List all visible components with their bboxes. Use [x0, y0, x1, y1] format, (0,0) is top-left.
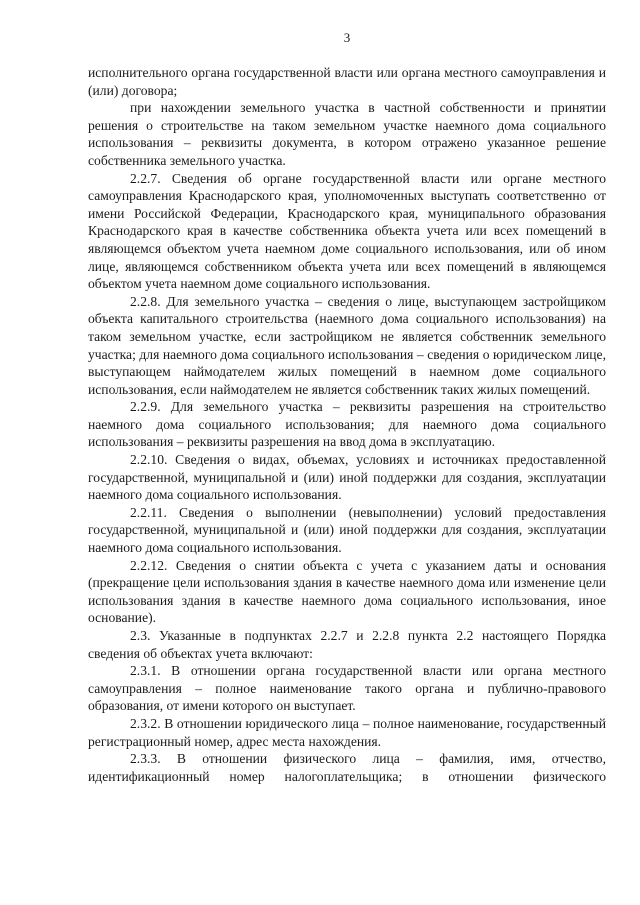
paragraph-2-3: 2.3. Указанные в подпунктах 2.2.7 и 2.2.8 пункта 2.2 настоящего Порядка сведения об объектах учета включают: [88, 628, 606, 661]
paragraph-2-2-12: 2.2.12. Сведения о снятии объекта с учета с указанием даты и основания (прекращение цели использования здания в качестве наемного дома или изменение цели использования здания в качестве наемного дома социального использования, иное основание). [88, 557, 606, 626]
body-text [88, 64, 606, 785]
paragraph-continuation: исполнительного органа государственной власти или органа местного самоуправления и (или) договора; [88, 65, 606, 98]
paragraph-2-2-8: 2.2.8. Для земельного участка – сведения о лице, выступающем застройщиком объекта капитального строительства (наемного дома социального использования) на таком земельном участке, если застройщиком не является собственник земельного участка; для наемного дома социального использования – сведения о юридическом лице, выступающем наймодателем жилых помещений в наемном доме социального использования, если наймодателем не является собственник таких жилых помещений. [88, 293, 606, 397]
paragraph-2-3-2: 2.3.2. В отношении юридического лица – полное наименование, государственный регистрационный номер, адрес места нахождения. [88, 715, 606, 749]
paragraph-2-2-9: 2.2.9. Для земельного участка – реквизиты разрешения на строительство наемного дома социального использования; для наемного дома социального использования – реквизиты разрешения на ввод дома в эксплуатацию. [88, 399, 606, 450]
paragraph-2-3-1: 2.3.1. В отношении органа государственной власти или органа местного самоуправления – полное наименование такого органа и публично-правового образования, от имени которого он выступает. [88, 663, 606, 714]
paragraph-2-2-10: 2.2.10. Сведения о видах, объемах, условиях и источниках предоставленной государственной, муниципальной и (или) иной поддержки для создания, эксплуатации наемного дома социального использования. [88, 452, 606, 503]
paragraph-2-2-11: 2.2.11. Сведения о выполнении (невыполнении) условий предоставления государственной, муниципальной и (или) иной поддержки для создания, эксплуатации наемного дома социального использования. [88, 504, 606, 556]
page-number: 3 [343, 30, 351, 45]
paragraph-private-ownership: при нахождении земельного участка в частной собственности и принятии решения о строительстве на таком земельном участке наемного дома социального использования – реквизиты документа, в котором отражено указанное решение собственника земельного участка. [88, 100, 606, 168]
paragraph-2-3-3: 2.3.3. В отношении физического лица – фамилия, имя, отчество, идентификационный номер налогоплательщика; в отношении физического [88, 751, 606, 784]
paragraph-2-2-7: 2.2.7. Сведения об органе государственной власти или органе местного самоуправления Краснодарского края, уполномоченных выступать соответственно от имени Российской Федерации, Краснодарского края, муниципального образования Краснодарского края в качестве собственника объекта учета или всех помещений в являющемся объектом учета наемном доме социального использования, или об ином лице, являющемся собственником объекта учета или всех помещений в являющемся объектом учета наемном доме социального использования. [88, 170, 606, 292]
